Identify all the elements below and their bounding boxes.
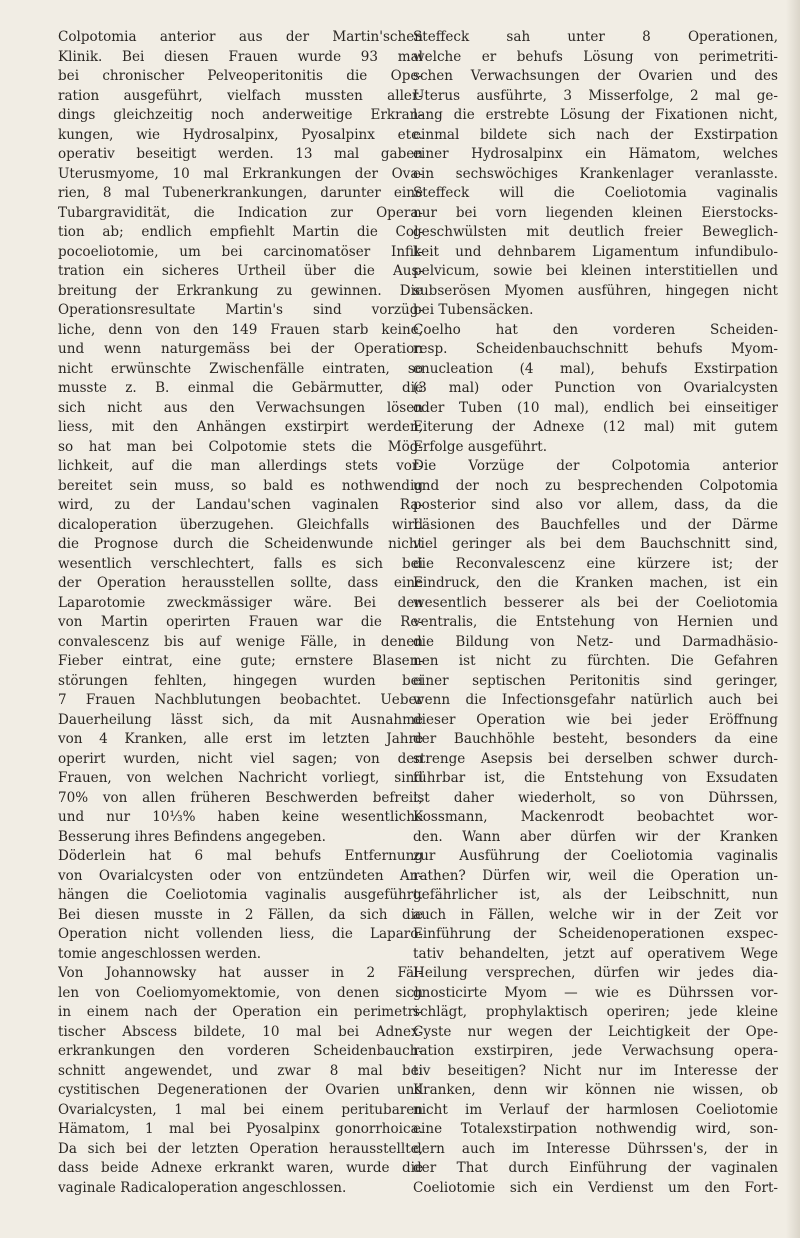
text-line: erkrankungen den vorderen Scheidenbauch- (58, 1043, 423, 1059)
text-line: Einführung der Scheidenoperationen exspec- (413, 926, 778, 942)
text-line: schen Verwachsungen der Ovarien und des (413, 68, 778, 84)
text-line: der Operation herausstellen sollte, dass eine (58, 575, 423, 591)
text-line: Besserung ihres Befindens angegeben. (58, 828, 326, 845)
text-line: einmal bildete sich nach der Exstirpation (413, 126, 778, 143)
text-line: vaginale Radicaloperation angeschlossen. (58, 1179, 347, 1196)
text-line: der That durch Einführung der vaginalen (413, 1160, 778, 1176)
text-line: die Prognose durch die Scheidenwunde nicht (58, 536, 423, 552)
text-line: cystitischen Degenerationen der Ovarien und (58, 1082, 423, 1098)
text-line: einer septischen Peritonitis sind geringer, (413, 672, 778, 689)
text-line: Steffeck will die Coeliotomia vaginalis (413, 185, 778, 201)
text-line: Bei diesen musste in 2 Fällen, da sich die (58, 906, 423, 923)
text-line: und wenn naturgemäss bei der Operation (58, 341, 423, 357)
text-line: Eiterung der Adnexe (12 mal) mit gutem (413, 419, 778, 435)
text-line: Hämatom, 1 mal bei Pyosalpinx gonorrhoica. (58, 1121, 423, 1137)
text-line: nen ist nicht zu fürchten. Die Gefahren (413, 653, 778, 669)
text-line: strenge Asepsis bei derselben schwer durch- (413, 750, 778, 767)
text-line: Döderlein hat 6 mal behufs Entfernung (58, 848, 423, 864)
text-line: schlägt, prophylaktisch operiren; jede kleine (413, 1004, 778, 1020)
text-line: Läsionen des Bauchfelles und der Därme (413, 516, 778, 533)
text-line: wesentlich verschlechtert, falls es sich bei (58, 555, 423, 572)
text-line: geschwülsten mit deutlich freier Beweglich- (413, 224, 778, 240)
text-line: subserösen Myomen ausführen, hingegen nicht (413, 282, 778, 299)
text-line: ration exstirpiren, jede Verwachsung opera- (413, 1043, 778, 1059)
text-line: dern auch im Interesse Dührssen's, der in (413, 1140, 778, 1157)
text-line: wenn die Infectionsgefahr natürlich auch bei (413, 692, 778, 708)
text-line: nicht erwünschte Zwischenfälle eintraten, so (58, 360, 423, 377)
text-line: posterior sind also vor allem, dass, da die (413, 497, 778, 513)
text-line: den. Wann aber dürfen wir der Kranken (413, 828, 778, 845)
text-line: keit und dehnbarem Ligamentum infundibulo- (413, 243, 778, 260)
text-line: Frauen, von welchen Nachricht vorliegt, sind (58, 770, 423, 786)
text-line: dass beide Adnexe erkrankt waren, wurde die (58, 1160, 423, 1176)
text-line: die Bildung von Netz- und Darmadhäsio- (413, 633, 778, 650)
right-text-column (413, 28, 778, 1198)
text-line: Klinik. Bei diesen Frauen wurde 93 mal (58, 48, 423, 65)
text-line: ration ausgeführt, vielfach mussten aller- (58, 87, 423, 104)
text-line: Uterusmyome, 10 mal Erkrankungen der Ova- (58, 165, 423, 182)
text-line: Kossmann, Mackenrodt beobachtet wor- (413, 809, 778, 825)
text-line: schnitt angewendet, und zwar 8 mal bei (58, 1062, 423, 1079)
text-line: Kranken, denn wir können nie wissen, ob (413, 1082, 778, 1098)
text-line: nicht im Verlauf der harmlosen Coeliotomie (413, 1101, 778, 1118)
text-line: rathen? Dürfen wir, weil die Operation un- (413, 867, 778, 884)
text-line: einer Hydrosalpinx ein Hämatom, welches (413, 146, 778, 162)
text-line: pelvicum, sowie bei kleinen interstitiellen und (413, 263, 778, 279)
text-line: so hat man bei Colpotomie stets die Mög- (58, 438, 423, 455)
text-line: convalescenz bis auf wenige Fälle, in denen (58, 633, 423, 650)
text-line: rien, 8 mal Tubenerkrankungen, darunter eine (58, 185, 423, 201)
text-line: tischer Abscess bildete, 10 mal bei Adnex- (58, 1023, 423, 1040)
text-line: lichkeit, auf die man allerdings stets vor- (58, 458, 423, 474)
text-line: viel geringer als bei dem Bauchschnitt sind, (413, 536, 778, 552)
text-line: gnosticirte Myom — wie es Dührssen vor- (413, 984, 778, 1001)
text-line: zur Ausführung der Coeliotomia vaginalis (413, 848, 778, 864)
text-line: bereitet sein muss, so bald es nothwendig (58, 477, 423, 494)
text-line: ein sechswöchiges Krankenlager veranlasste. (413, 165, 778, 182)
text-line: Colpotomia anterior aus der Martin'schen (58, 29, 423, 45)
text-line: 7 Frauen Nachblutungen beobachtet. Ueber (58, 692, 423, 708)
text-line: wird, zu der Landau'schen vaginalen Ra- (58, 497, 423, 513)
text-line: in einem nach der Operation ein perimetri- (58, 1004, 423, 1020)
text-line: Heilung versprechen, dürfen wir jedes dia- (413, 965, 778, 981)
text-line: Von Johannowsky hat ausser in 2 Fäl- (58, 965, 423, 981)
text-line: Die Vorzüge der Colpotomia anterior (413, 458, 778, 474)
text-line: pocoeliotomie, um bei carcinomatöser Infil- (58, 243, 423, 260)
text-line: der Bauchhöhle besteht, besonders da eine (413, 731, 778, 747)
text-line: Eindruck, den die Kranken machen, ist ein (413, 575, 778, 591)
text-line: enucleation (4 mal), behufs Exstirpation (413, 360, 778, 377)
text-line: und der noch zu besprechenden Colpotomia (413, 477, 778, 494)
text-line: Uterus ausführte, 3 Misserfolge, 2 mal ge- (413, 87, 778, 104)
text-line: musste z. B. einmal die Gebärmutter, die (58, 380, 423, 396)
text-line: bei chronischer Pelveoperitonitis die Ope- (58, 68, 423, 84)
text-line: ventralis, die Entstehung von Hernien und (413, 614, 778, 630)
text-line: dings gleichzeitig noch anderweitige Erkran- (58, 107, 423, 123)
text-line: hängen die Coeliotomia vaginalis ausgeführt. (58, 887, 423, 903)
text-line: Coeliotomie sich ein Verdienst um den Fort- (413, 1179, 778, 1196)
text-line: Coelho hat den vorderen Scheiden- (413, 321, 778, 338)
left-text-column (58, 28, 423, 1198)
text-line: und nur 10⅓% haben keine wesentliche (58, 809, 423, 825)
text-line: Ovarialcysten, 1 mal bei einem peritubaren (58, 1101, 423, 1118)
text-line: von Martin operirten Frauen war die Re- (58, 614, 423, 630)
text-line: 70% von allen früheren Beschwerden befreit, (58, 789, 423, 806)
text-line: liche, denn von den 149 Frauen starb keine, (58, 321, 423, 338)
text-line: Cyste nur wegen der Leichtigkeit der Ope- (413, 1023, 778, 1040)
text-line: eine Totalexstirpation nothwendig wird, son- (413, 1121, 778, 1137)
text-line: die Reconvalescenz eine kürzere ist; der (413, 555, 778, 572)
text-line: nur bei vorn liegenden kleinen Eierstocks- (413, 204, 778, 221)
text-line: Dauerheilung lässt sich, da mit Ausnahme (58, 711, 423, 728)
text-line: Operationsresultate Martin's sind vorzüg- (58, 302, 423, 318)
text-line: tomie angeschlossen werden. (58, 945, 262, 962)
text-line: führbar ist, die Entstehung von Exsudaten (413, 770, 778, 786)
text-line: Steffeck sah unter 8 Operationen, (413, 29, 778, 45)
text-line: dicaloperation überzugehen. Gleichfalls wird (58, 516, 423, 533)
text-line: liess, mit den Anhängen exstirpirt werden, (58, 419, 423, 435)
text-line: operirt wurden, nicht viel sagen; von den (58, 750, 423, 767)
text-line: Laparotomie zweckmässiger wäre. Bei den (58, 594, 423, 611)
text-line: welche er behufs Lösung von perimetriti- (413, 48, 778, 65)
text-line: Fieber eintrat, eine gute; ernstere Blasen- (58, 653, 423, 669)
text-line: auch in Fällen, welche wir in der Zeit vor (413, 906, 778, 923)
text-line: operativ beseitigt werden. 13 mal gaben (58, 146, 423, 162)
text-line: sich nicht aus den Verwachsungen lösen (58, 399, 423, 416)
text-line: ist daher wiederholt, so von Dührssen, (413, 789, 778, 806)
text-line: tiv beseitigen? Nicht nur im Interesse der (413, 1062, 778, 1079)
text-line: dieser Operation wie bei jeder Eröffnung (413, 711, 778, 728)
text-line: tration ein sicheres Urtheil über die Aus- (58, 263, 423, 279)
text-line: Erfolge ausgeführt. (413, 438, 547, 455)
text-line: (3 mal) oder Punction von Ovarialcysten (413, 380, 778, 396)
text-line: len von Coeliomyomektomie, von denen sich (58, 984, 423, 1001)
text-line: resp. Scheidenbauchschnitt behufs Myom- (413, 341, 778, 357)
text-line: Da sich bei der letzten Operation herausstellte, (58, 1140, 423, 1157)
text-line: bei Tubensäcken. (413, 302, 534, 318)
text-line: oder Tuben (10 mal), endlich bei einseitiger (413, 399, 778, 416)
text-line: kungen, wie Hydrosalpinx, Pyosalpinx etc. (58, 126, 423, 143)
text-line: tativ behandelten, jetzt auf operativem Wege (413, 945, 778, 962)
text-line: störungen fehlten, hingegen wurden bei (58, 672, 423, 689)
text-line: gefährlicher ist, als der Leibschnitt, nun (413, 887, 778, 903)
text-line: Tubargravidität, die Indication zur Opera- (58, 204, 423, 221)
text-line: von 4 Kranken, alle erst im letzten Jahre (58, 731, 423, 747)
text-line: Operation nicht vollenden liess, die Laparo- (58, 926, 423, 942)
text-line: tion ab; endlich empfiehlt Martin die Col- (58, 224, 423, 240)
text-line: von Ovarialcysten oder von entzündeten An- (58, 867, 423, 884)
page-edge-shadow (786, 0, 800, 1238)
text-line: breitung der Erkrankung zu gewinnen. Die (58, 282, 423, 299)
text-line: wesentlich besserer als bei der Coeliotomia (413, 594, 778, 611)
text-line: lang die erstrebte Lösung der Fixationen nicht, (413, 107, 778, 123)
